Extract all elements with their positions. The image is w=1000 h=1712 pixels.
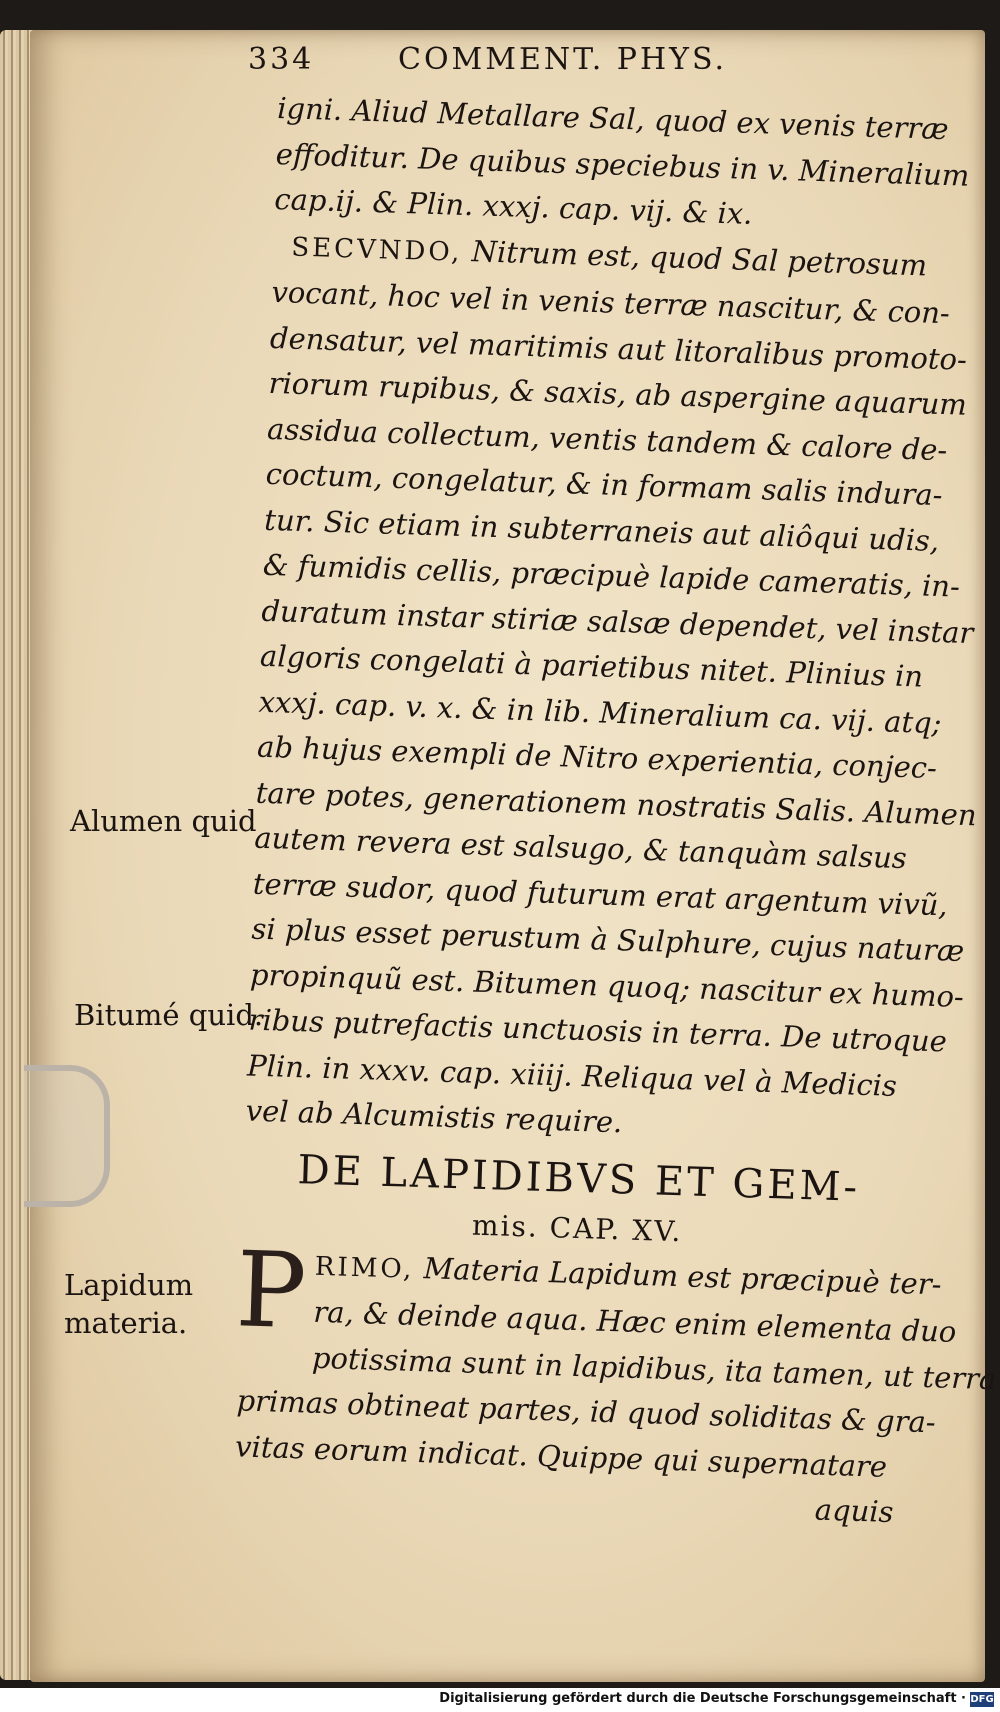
text-line: vitas eorum indicat. Quippe qui supernatare xyxy=(234,1428,888,1484)
text-fragment: Materia Lapidum est præcipuè ter- xyxy=(413,1250,942,1301)
text-line: primas obtineat partes, id quod soliditas & gra- xyxy=(236,1383,937,1440)
text-line: & fumidis cellis, præcipuè lapide cameratis, in- xyxy=(262,547,961,604)
text-line: algoris congelati à parietibus nitet. Plinius in xyxy=(259,638,924,694)
text-line: Plin. in xxxv. cap. xiiij. Reliqua vel à Medicis xyxy=(246,1048,898,1103)
text-line: igni. Aliud Metallare Sal, quod ex venis terræ xyxy=(276,90,950,147)
small-caps-word: SECVNDO, xyxy=(290,232,463,268)
text-line: vel ab Alcumistis require. xyxy=(245,1093,623,1140)
text-line: autem revera est salsugo, & tanquàm salsus xyxy=(253,820,908,876)
margin-note-bitumen: Bitumé quid. xyxy=(74,998,264,1032)
text-line: riorum rupibus, & saxis, ab aspergine aquarum xyxy=(268,365,968,422)
text-fragment: Nitrum est, quod Sal petrosum xyxy=(461,233,928,282)
text-line: potissima sunt in lapidibus, ita tamen, ut terra xyxy=(311,1340,997,1396)
digitization-credit: Digitalisierung gefördert durch die Deutsche Forschungsgemeinschaft · xyxy=(439,1691,966,1706)
margin-note-alumen: Alumen quid xyxy=(70,804,257,838)
text-line: tare potes, generationem nostratis Salis. Alumen xyxy=(255,775,978,832)
margin-note-lapidum-1: Lapidum xyxy=(64,1268,194,1302)
text-line: vocant, hoc vel in venis terræ nascitur, & con- xyxy=(270,274,951,331)
text-line: ra, & deinde aqua. Hæc enim elementa duo xyxy=(312,1294,957,1349)
chapter-title: DE LAPIDIBVS ET GEM- xyxy=(296,1146,861,1211)
small-caps-word: RIMO, xyxy=(314,1251,415,1285)
text-line: assidua collectum, ventis tandem & calore de- xyxy=(266,411,948,467)
text-line: terræ sudor, quod futurum erat argentum vivũ, xyxy=(252,866,949,922)
text-line: effoditur. De quibus speciebus in v. Mineralium xyxy=(275,136,970,193)
text-line: ab hujus exempli de Nitro experientia, conjec- xyxy=(256,729,938,786)
text-line: si plus esset perustum à Sulphure, cujus naturæ xyxy=(250,911,965,968)
catchword: aquis xyxy=(814,1492,895,1530)
text-line: tur. Sic etiam in subterraneis aut aliôqui udis, xyxy=(263,502,940,558)
text-line: cap.ij. & Plin. xxxj. cap. vij. & ix. xyxy=(273,181,753,231)
page-number: 334 xyxy=(248,42,315,77)
text-line: propinquũ est. Bitumen quoq; nascitur ex humo- xyxy=(249,957,965,1014)
running-header xyxy=(248,42,888,82)
text-line: xxxj. cap. v. x. & in lib. Mineralium ca. vij. atq; xyxy=(258,684,943,740)
text-line: duratum instar stiriæ salsæ dependet, vel instar xyxy=(260,593,974,650)
page-clip xyxy=(24,1065,110,1207)
dfg-logo: DFG xyxy=(970,1694,994,1705)
margin-note-lapidum-2: materia. xyxy=(64,1306,188,1340)
running-title: COMMENT. PHYS. xyxy=(398,42,727,77)
chapter-subtitle: mis. CAP. XV. xyxy=(471,1208,683,1248)
text-line: densatur, vel maritimis aut litoralibus promoto- xyxy=(269,320,968,377)
drop-cap: P xyxy=(234,1227,309,1352)
text-line: coctum, congelatur, & in formam salis indura- xyxy=(265,456,944,513)
text-line: ribus putrefactis unctuosis in terra. De utroque xyxy=(248,1002,948,1059)
body-text xyxy=(233,86,997,1536)
